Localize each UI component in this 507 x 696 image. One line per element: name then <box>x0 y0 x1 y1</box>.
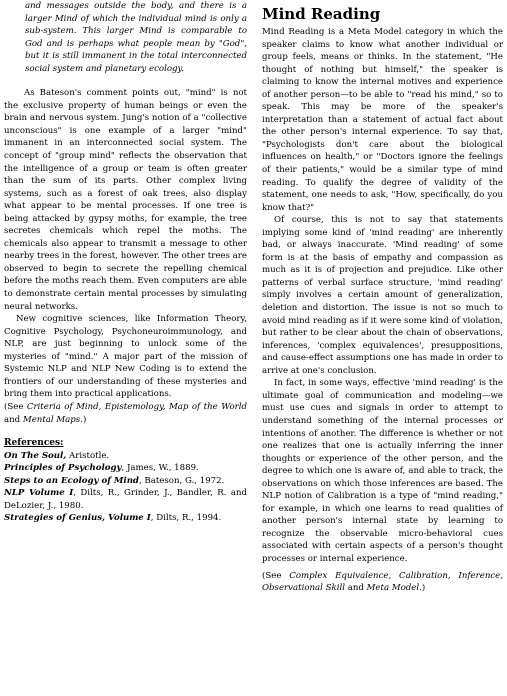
see-suffix: .) <box>419 583 426 594</box>
see-and: and <box>344 583 367 594</box>
see-also-left <box>4 401 247 426</box>
see-prefix: (See <box>4 401 27 412</box>
see-suffix: .) <box>80 414 87 425</box>
references-list <box>4 450 247 525</box>
reference-title: On The Soul, <box>4 450 67 461</box>
reference-details: Aristotle. <box>66 450 110 461</box>
reference-details: , Dilts, R., Grinder, J., Bandler, R. and DeLozier, J., 1980. <box>4 488 247 511</box>
see-links[interactable]: Complex Equivalence, Calibration, Inference, Observational Skill <box>262 570 503 594</box>
see-link-mental-maps[interactable]: Mental Maps <box>22 414 81 425</box>
reference-details: , Bateson, G., 1972. <box>138 475 225 486</box>
section-title: Mind Reading <box>262 5 381 23</box>
body-paragraph-of-course: Of course, this is not to say that statements implying some kind of 'mind reading' are inherently bad, or always inaccurate. 'Mind reading' of some form is at the basis of empathy and compassion as much as it is of projection and prejudice. Like other patterns of verbal surface structure, 'mind reading' simply involves a certain amount of generalization, deletion and distortion. The issue is not so much to avoid mind reading as if it were some kind of violation, but rather to be clear about the chain of observations, inferences, 'complex equivalences', presuppositions, and cause-effect assumptions one has made in order to arrive at one's conclusion. <box>262 215 503 376</box>
body-paragraph-definition: Mind Reading is a Meta Model category in which the speaker claims to know what another individual or group feels, means or thinks. In the statement, "He thought of nothing but himself," the speaker is claiming to know the internal motives and experience of another person—to be able to "read his mind," so to speak. This may be more of the speaker's interpretation than a statement of actual fact about the other person's internal experience. To say that, "Psychologists don't care about the biological influences on health," or "Doctors ignore the feelings of their patients," would be a similar type of mind reading. To qualify the degree of validity of the statement, one needs to ask, "How, specifically, do you know that?" <box>262 27 503 213</box>
references-heading: References: <box>4 438 64 449</box>
right-column <box>262 3 503 595</box>
reference-details: , James, W., 1889. <box>121 463 199 474</box>
left-column <box>4 0 247 525</box>
see-prefix: (See <box>262 570 290 581</box>
see-and: and <box>4 414 23 425</box>
bateson-quote: and messages outside the body, and there is a larger Mind of which the individual mind is only a sub-system. This larger Mind is comparable to God and is perhaps what people mean by "God", but it is still immanent in the total interconnected social system and planetary ecology. <box>25 1 247 74</box>
reference-item <box>4 475 247 488</box>
body-paragraph-cognitive-sciences: New cognitive sciences, like Information Theory, Cognitive Psychology, Psychoneuroimmunology, and NLP, are just beginning to unlock some of the mysteries of "mind." A major part of the mission of Systemic NLP and NLP New Coding is to extend the frontiers of our understanding of these mysteries and bring them into practical applications. <box>4 314 247 400</box>
reference-item <box>4 462 247 475</box>
reference-title: NLP Volume I <box>4 488 74 499</box>
see-link-criteria[interactable]: Criteria of Mind, Epistemology, Map of the World <box>26 401 247 412</box>
reference-item <box>4 512 247 525</box>
reference-title: Steps to an Ecology of Mind <box>4 475 139 486</box>
see-also-right <box>262 570 503 595</box>
reference-title: Principles of Psychology <box>4 463 122 474</box>
reference-details: , Dilts, R., 1994. <box>150 513 222 524</box>
reference-title: Strategies of Genius, Volume I <box>4 513 151 524</box>
body-paragraph-in-fact: In fact, in some ways, effective 'mind reading' is the ultimate goal of communication and modeling—we must use cues and signals in order to attempt to understand something of the internal processes or intentions of another. The difference is whether or not one realizes that one is actually inferring the inner thoughts or experience of the other person, and the degree to which one is aware of, and able to track, the observations on which those inferences are based. The NLP notion of Calibration is a type of "mind reading," for example, in which one learns to read qualities of another person's internal state by learning to recognize the observable micro-behavioral cues associated with certain aspects of a person's thought processes or internal experience. <box>262 378 503 564</box>
see-link-meta-model[interactable]: Meta Model <box>366 583 420 594</box>
reference-item <box>4 487 247 512</box>
reference-item <box>4 450 247 463</box>
body-paragraph-mind: As Bateson's comment points out, "mind" is not the exclusive property of human beings or even the brain and nervous system. Jung's notion of a "collective unconscious" is one example of a larger "mind" immanent in an interconnected social system. The concept of "group mind" reflects the observation that the intelligence of a group or team is often greater than the sum of its parts. Other complex living systems, such as a forest of oak trees, also display what appear to be mental processes. If one tree is being attacked by gypsy moths, for example, the tree secretes chemicals which repel the moths. The chemicals also appear to transmit a message to other nearby trees in the forest, however. The other trees are observed to begin to secrete the repelling chemical before the moths reach them. Even computers are able to demonstrate certain mental processes by simulating neural networks. <box>4 88 247 312</box>
